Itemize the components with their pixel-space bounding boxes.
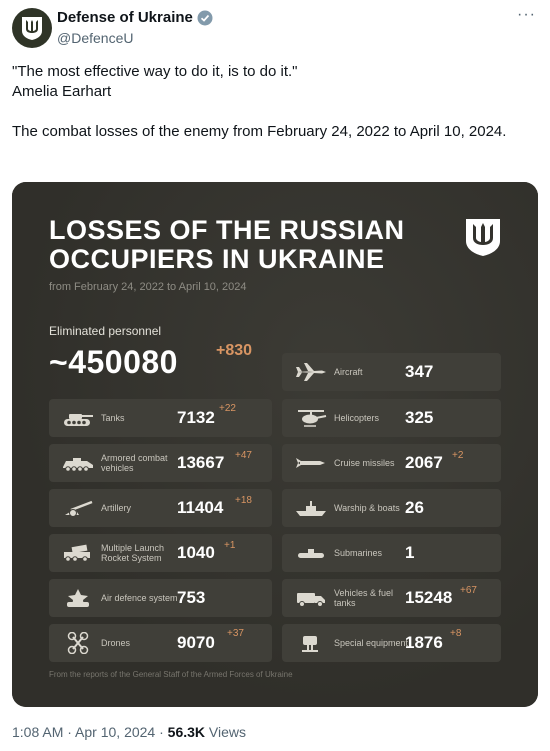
stat-submarines bbox=[282, 534, 501, 572]
trident-emblem-icon bbox=[20, 15, 44, 41]
tweet-text bbox=[12, 62, 532, 142]
stat-delta: +47 bbox=[235, 450, 252, 461]
stat-armored-vehicles bbox=[49, 444, 272, 482]
stat-label: Special equipment bbox=[334, 638, 409, 648]
stat-delta: +1 bbox=[224, 540, 236, 551]
aircraft-icon bbox=[294, 361, 328, 383]
stat-label: Aircraft bbox=[334, 367, 363, 377]
stat-delta: +37 bbox=[227, 628, 244, 639]
stat-air-defence bbox=[49, 579, 272, 617]
stat-tanks bbox=[49, 399, 272, 437]
trident-emblem-icon bbox=[464, 217, 502, 257]
account-name[interactable]: Defense of Ukraine bbox=[57, 9, 193, 26]
stat-label: Vehicles & fuel tanks bbox=[334, 588, 394, 608]
title-line-1: LOSSES OF THE RUSSIAN bbox=[49, 215, 405, 245]
views-count: 56.3K bbox=[167, 724, 206, 740]
tweet-date[interactable]: Apr 10, 2024 bbox=[75, 724, 156, 740]
armored-vehicle-icon bbox=[61, 452, 95, 474]
stat-value: 753 bbox=[177, 588, 206, 607]
stat-artillery bbox=[49, 489, 272, 527]
artillery-icon bbox=[61, 497, 95, 519]
drone-icon bbox=[61, 632, 95, 654]
stat-value: 7132 bbox=[177, 408, 215, 427]
stat-value: 325 bbox=[405, 408, 434, 427]
tank-icon bbox=[61, 407, 95, 429]
special-equipment-icon bbox=[294, 632, 328, 654]
more-options-icon[interactable]: ··· bbox=[517, 6, 536, 23]
personnel-value: ~450080 bbox=[49, 344, 178, 380]
truck-icon bbox=[294, 587, 328, 609]
stat-vehicles bbox=[282, 579, 501, 617]
views-label: Views bbox=[208, 724, 247, 740]
stat-value: 9070 bbox=[177, 633, 215, 652]
stat-warships bbox=[282, 489, 501, 527]
stat-value: 1040 bbox=[177, 543, 215, 562]
stat-label: Artillery bbox=[101, 503, 132, 513]
stat-label: Helicopters bbox=[334, 413, 380, 423]
stat-label: Air defence system bbox=[101, 593, 178, 603]
air-defence-icon bbox=[61, 587, 95, 609]
stat-value: 2067 bbox=[405, 453, 443, 472]
tweet-meta: 1:08 AM · Apr 10, 2024 · 56.3K Views bbox=[12, 724, 247, 740]
stat-delta: +8 bbox=[450, 628, 462, 639]
tweet-time[interactable]: 1:08 AM bbox=[12, 724, 64, 740]
stat-label: Multiple Launch Rocket System bbox=[101, 543, 165, 563]
stat-label: Submarines bbox=[334, 548, 383, 558]
stat-mlrs bbox=[49, 534, 272, 572]
tweet-body: The combat losses of the enemy from February 24, 2022 to April 10, 2024. bbox=[12, 123, 507, 140]
stat-value: 13667 bbox=[177, 453, 225, 472]
rocket-launcher-icon bbox=[61, 542, 95, 564]
stat-value: 11404 bbox=[177, 498, 224, 517]
personnel-delta: +830 bbox=[216, 342, 253, 359]
stat-value: 15248 bbox=[405, 588, 453, 607]
personnel-label: Eliminated personnel bbox=[49, 324, 162, 338]
stat-special-equipment bbox=[282, 624, 501, 662]
stat-delta: +22 bbox=[219, 403, 236, 414]
missile-icon bbox=[294, 452, 328, 474]
stat-delta: +67 bbox=[460, 585, 477, 596]
tweet-quote-author: Amelia Earhart bbox=[12, 83, 112, 100]
source-note: From the reports of the General Staff of the Armed Forces of Ukraine bbox=[49, 670, 293, 679]
infographic-image[interactable] bbox=[12, 182, 538, 707]
stat-cruise-missiles bbox=[282, 444, 501, 482]
stat-delta: +18 bbox=[235, 495, 252, 506]
stat-value: 1 bbox=[405, 543, 415, 562]
stat-delta: +2 bbox=[452, 450, 464, 461]
stat-value: 26 bbox=[405, 498, 424, 517]
verified-badge-icon bbox=[197, 10, 213, 26]
avatar[interactable] bbox=[12, 8, 52, 48]
stat-aircraft bbox=[282, 353, 501, 391]
submarine-icon bbox=[294, 542, 328, 564]
stat-helicopters bbox=[282, 399, 501, 437]
tweet-quote: "The most effective way to do it, is to do it." bbox=[12, 63, 298, 80]
stat-label: Drones bbox=[101, 638, 131, 648]
stat-label: Tanks bbox=[101, 413, 125, 423]
helicopter-icon bbox=[294, 407, 328, 429]
warship-icon bbox=[294, 497, 328, 519]
stat-value: 347 bbox=[405, 362, 434, 381]
stat-value: 1876 bbox=[405, 633, 443, 652]
stat-drones bbox=[49, 624, 272, 662]
infographic-subtitle: from February 24, 2022 to April 10, 2024 bbox=[49, 281, 247, 293]
stat-label: Warship & boats bbox=[334, 503, 400, 513]
infographic-title bbox=[49, 216, 405, 274]
title-line-2: OCCUPIERS IN UKRAINE bbox=[49, 244, 385, 274]
stat-label: Armored combat vehicles bbox=[101, 453, 168, 473]
account-handle[interactable]: @DefenceU bbox=[57, 30, 134, 46]
stat-label: Cruise missiles bbox=[334, 458, 395, 468]
